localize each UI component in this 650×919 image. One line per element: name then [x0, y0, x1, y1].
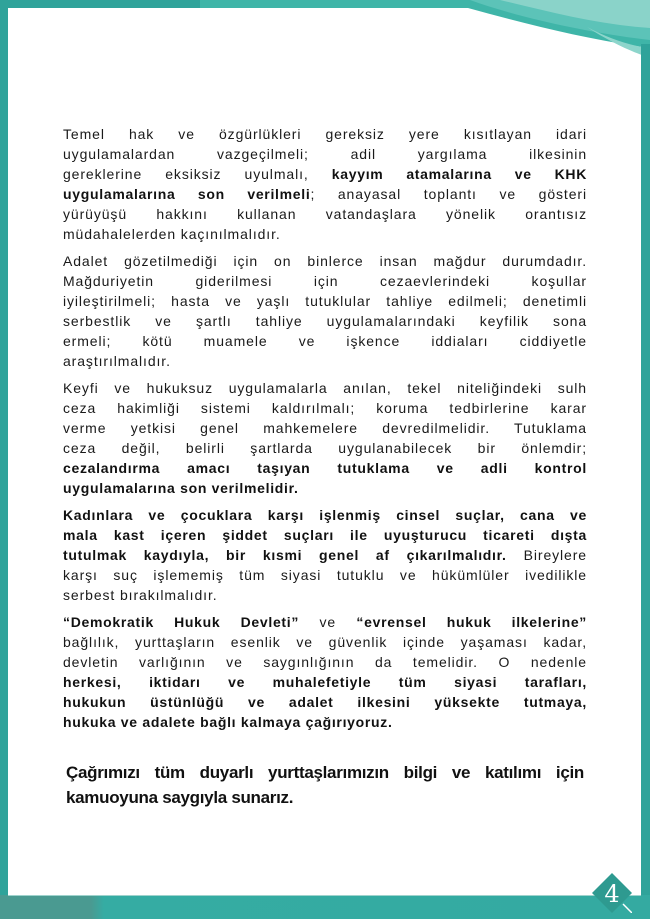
text-line: [63, 331, 587, 351]
text-line: [63, 545, 587, 565]
text: Mağduriyetin giderilmesi için cezaevlerindeki koşullar: [63, 273, 587, 289]
text: ve: [299, 614, 357, 630]
text-line: [63, 184, 587, 204]
text-line: [63, 144, 587, 164]
paragraph: [63, 378, 587, 498]
decorative-wave-icon: [0, 0, 650, 100]
paragraph: [63, 251, 587, 371]
text-line: [63, 438, 587, 458]
text: bağlılık, yurttaşların esenlik ve güvenlik içinde yaşaması kadar,: [63, 634, 587, 650]
bold-text: mala kast içeren şiddet suçları ile uyuşturucu ticareti dışta: [63, 527, 587, 543]
text-line: [63, 291, 587, 311]
page-number: 4: [604, 880, 620, 908]
text: müdahalelerden kaçınılmalıdır.: [63, 226, 281, 242]
closing-statement: [66, 760, 584, 810]
bold-text: “evrensel hukuk ilkelerine”: [356, 614, 588, 630]
text-line: [63, 271, 587, 291]
paragraph: [63, 124, 587, 244]
text: Bireylere: [506, 547, 587, 563]
text: ceza hakimliği sistemi kaldırılmalı; koruma tedbirlerine karar: [63, 400, 587, 416]
text: yürüyüşü hakkını kullanan vatandaşlara yönelik orantısız: [63, 206, 587, 222]
bold-text: “Demokratik Hukuk Devleti”: [63, 614, 300, 630]
document-body: [63, 124, 587, 739]
bold-text: uygulamalarına son verilmelidir.: [63, 480, 299, 496]
bold-text: hukuka ve adalete bağlı kalmaya çağırıyoruz.: [63, 714, 393, 730]
text-line: [63, 204, 587, 224]
text-line: [63, 398, 587, 418]
text-line: [63, 585, 587, 605]
bold-text: cezalandırma amacı taşıyan tutuklama ve adli kontrol: [63, 460, 587, 476]
paragraph: [63, 612, 587, 732]
closing-line: Çağrımızı tüm duyarlı yurttaşlarımızın bilgi ve katılımı için: [66, 763, 584, 782]
text-line: [63, 692, 587, 712]
text-line: [63, 565, 587, 585]
page-number-badge: [592, 873, 632, 913]
text-line: [63, 124, 587, 144]
text: karşı suç işlememiş tüm siyasi tutuklu ve hükümlüler ivedilikle: [63, 567, 587, 583]
text: ermeli; kötü muamele ve işkence iddiaları ciddiyetle: [63, 333, 587, 349]
text: araştırılmalıdır.: [63, 353, 171, 369]
bold-text: kayyım atamalarına ve KHK: [331, 166, 588, 182]
text: iyileştirilmeli; hasta ve yaşlı tutuklular tahliye edilmeli; denetimli: [63, 293, 587, 309]
text-line: [63, 632, 587, 652]
text-line: [63, 478, 587, 498]
text: serbestlik ve şartlı tahliye uygulamalarındaki keyfilik sona: [63, 313, 587, 329]
text-line: [63, 311, 587, 331]
bold-text: uygulamalarına son verilmeli: [63, 186, 311, 202]
text-line: [63, 712, 587, 732]
text-line: [63, 418, 587, 438]
closing-line: kamuoyuna saygıyla sunarız.: [66, 788, 294, 807]
text: devletin varlığının ve saygınlığının da temelidir. O nedenle: [63, 654, 587, 670]
paragraph: [63, 505, 587, 605]
text-line: [63, 251, 587, 271]
bold-text: hukukun üstünlüğü ve adalet ilkesini yüksekte tutmaya,: [63, 694, 587, 710]
text: Adalet gözetilmediği için on binlerce insan mağdur durumdadır.: [63, 253, 587, 269]
text-line: [63, 458, 587, 478]
text: serbest bırakılmalıdır.: [63, 587, 218, 603]
text-line: [63, 525, 587, 545]
text-line: [63, 612, 587, 632]
text: verme yetkisi genel mahkemelere devredilmelidir. Tutuklama: [63, 420, 587, 436]
bold-text: tutulmak kaydıyla, bir kısmi genel af çıkarılmalıdır.: [63, 547, 507, 563]
text: uygulamalardan vazgeçilmeli; adil yargılama ilkesinin: [63, 146, 587, 162]
text-line: [63, 351, 587, 371]
text: ceza değil, belirli şartlarda uygulanabilecek bir önlemdir;: [63, 440, 587, 456]
text-line: [63, 672, 587, 692]
bold-text: herkesi, iktidarı ve muhalefetiyle tüm siyasi tarafları,: [63, 674, 587, 690]
text-line: [63, 505, 587, 525]
text-line: [63, 378, 587, 398]
text: Temel hak ve özgürlükleri gereksiz yere kısıtlayan idari: [63, 126, 587, 142]
bottom-frame-band: [0, 895, 650, 919]
text: gereklerine eksiksiz uyulmalı,: [63, 166, 332, 182]
text-line: [63, 224, 587, 244]
text-line: [63, 652, 587, 672]
text-line: [63, 164, 587, 184]
text: Keyfi ve hukuksuz uygulamalarla anılan, tekel niteliğindeki sulh: [63, 380, 587, 396]
bold-text: Kadınlara ve çocuklara karşı işlenmiş cinsel suçlar, cana ve: [63, 507, 587, 523]
text: ; anayasal toplantı ve gösteri: [310, 186, 587, 202]
